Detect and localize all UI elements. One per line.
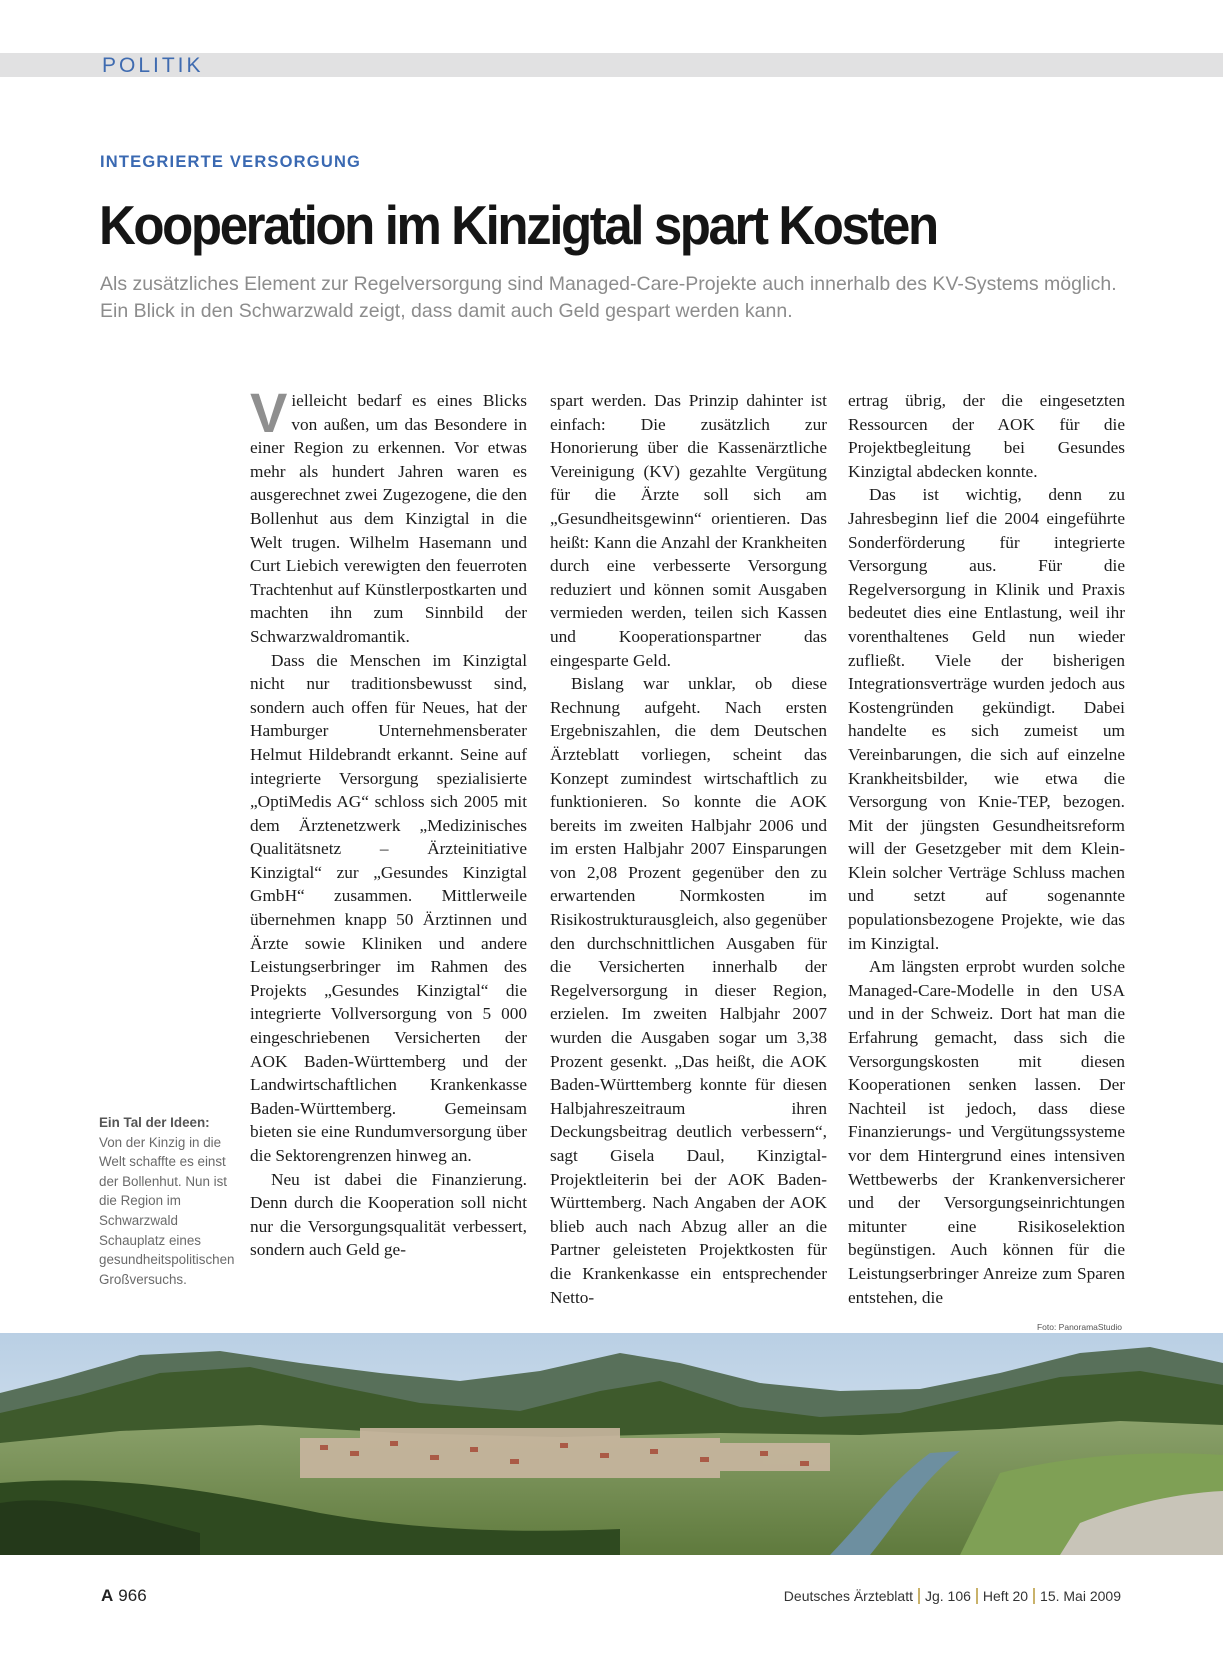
- journal-info: [784, 1588, 1121, 1604]
- article-kicker: INTEGRIERTE VERSORGUNG: [100, 153, 362, 171]
- panorama-illustration: [0, 1333, 1223, 1555]
- paragraph: [250, 381, 527, 649]
- footer-separator: [976, 1588, 978, 1604]
- rubric-label: POLITIK: [102, 54, 204, 77]
- photo-credit: Foto: PanoramaStudio: [1036, 1322, 1122, 1332]
- paragraph: Das ist wichtig, denn zu Jahresbeginn lief die 2004 eingeführte Sonderförderung für integrierte Versorgung aus. Für die Regelversorgung in Klinik und Praxis bedeutet dies eine Entlastung, weil ihr vorenthaltenes Geld nun wieder zufließt. Viele der bisherigen Integrationsverträge wurden jedoch aus Kostengründen gekündigt. Dabei handelte es sich zumeist um Vereinbarungen, die sich auf einzelne Krankheitsbilder, wie etwa die Versorgung von Knie-TEP, bezogen. Mit der jüngsten Gesundheitsreform will der Gesetzgeber mit dem Klein-Klein solcher Verträge Schluss machen und setzt auf sogenannte populationsbezogene Projekte, wie das im Kinzigtal.: [848, 485, 1125, 953]
- caption-title: Ein Tal der Ideen:: [99, 1115, 210, 1130]
- journal-volume: Jg. 106: [924, 1588, 971, 1604]
- page-prefix: A: [101, 1586, 114, 1605]
- drop-cap: V: [250, 381, 288, 444]
- page-number: 966: [118, 1586, 147, 1605]
- panorama-photo: [0, 1333, 1223, 1555]
- body-column-2: [550, 389, 827, 1309]
- article-standfirst: Als zusätzliches Element zur Regelversorgung sind Managed-Care-Projekte auch innerhalb des KV-Systems möglich. Ein Blick in den Schwarzwald zeigt, dass damit auch Geld gespart werden kann.: [100, 273, 1117, 322]
- photo-caption: [99, 1113, 235, 1289]
- paragraph: spart werden. Das Prinzip dahinter ist einfach: Die zusätzlich zur Honorierung über die Kassenärztliche Vereinigung (KV) gezahlte Vergütung für die Ärzte soll sich am „Gesundheitsgewinn“ orientieren. Das heißt: Kann die Anzahl der Krankheiten durch eine verbesserte Versorgung reduziert und können somit Ausgaben vermieden werden, teilen sich Kassen und Kooperationspartner das eingesparte Geld.: [550, 391, 827, 670]
- paragraph: Am längsten erprobt wurden solche Managed-Care-Modelle in den USA und in der Schweiz. Dort hat man die Erfahrung gemacht, dass sich die Versorgungskosten mit diesen Kooperationen senken lassen. Der Nachteil ist jedoch, dass diese Finanzierungs- und Vergütungssysteme vor dem Hintergrund eines intensiven Wettbewerbs der Krankenversicherer und der Versorgungseinrichtungen mitunter eine Risikoselektion begünstigen. Auch können für die Leistungserbringer Anreize zum Sparen entstehen, die: [848, 957, 1125, 1307]
- body-column-3: [848, 389, 1125, 1309]
- caption-text: Von der Kinzig in die Welt schaffte es einst der Bollenhut. Nun ist die Region im Schwarzwald Schauplatz eines gesundheitspolitischen Großversuchs.: [99, 1134, 235, 1287]
- journal-name: Deutsches Ärzteblatt: [783, 1588, 913, 1604]
- paragraph: Neu ist dabei die Finanzierung. Denn durch die Kooperation soll nicht nur die Versorgungsqualität verbessert, sondern auch Geld ge-: [250, 1169, 527, 1260]
- article-headline: Kooperation im Kinzigtal spart Kosten: [99, 194, 937, 256]
- paragraph: Bislang war unklar, ob diese Rechnung aufgeht. Nach ersten Ergebniszahlen, die dem Deutschen Ärzteblatt vorliegen, scheint das Konzept zumindest wirtschaftlich zu funktionieren. So konnte die AOK bereits im zweiten Halbjahr 2006 und im ersten Halbjahr 2007 Einsparungen von 2,08 Prozent gegenüber den zu erwartenden Normkosten im Risikostrukturausgleich, also gegenüber den durchschnittlichen Ausgaben für die Versicherten innerhalb der Regelversorgung in dieser Region, erzielen. Im zweiten Halbjahr 2007 wurden die Ausgaben sogar um 3,38 Prozent gesenkt. „Das heißt, die AOK Baden-Württemberg konnte für diesen Halbjahreszeitraum ihren Deckungsbeitrag deutlich verbessern“, sagt Gisela Daul, Kinzigtal-Projektleiterin bei der AOK Baden-Württemberg. Nach Angaben der AOK blieb auch nach Abzug aller an die Partner geleisteten Projektkosten für die Krankenkasse ein entsprechender Netto-: [550, 674, 827, 1307]
- paragraph-text: ielleicht bedarf es eines Blicks von außen, um das Besondere in einer Region zu erkennen. Vor etwas mehr als hundert Jahren waren es ausgerechnet zwei Zugezogene, die den Bollenhut aus dem Kinzigtal in die Welt trugen. Wilhelm Hasemann und Curt Liebich verewigten den feuerroten Trachtenhut auf Künstlerpostkarten und machten ihn zum Sinnbild der Schwarzwaldromantik.: [250, 391, 527, 646]
- body-column-1: [250, 381, 527, 1262]
- footer-separator: [918, 1588, 920, 1604]
- paragraph: ertrag übrig, der die eingesetzten Ressourcen der AOK für die Projektbegleitung bei Gesundes Kinzigtal abdecken konnte.: [848, 391, 1125, 481]
- journal-issue: Heft 20: [982, 1588, 1029, 1604]
- page-folio: [101, 1586, 147, 1606]
- paragraph: Dass die Menschen im Kinzigtal nicht nur traditionsbewusst sind, sondern auch offen für Neues, hat der Hamburger Unternehmensberater Helmut Hildebrandt erkannt. Seine auf integrierte Versorgung spezialisierte „OptiMedis AG“ schloss sich 2005 mit dem Ärztenetzwerk „Medizinisches Qualitätsnetz – Ärzteinitiative Kinzigtal“ zur „Gesundes Kinzigtal GmbH“ zusammen. Mittlerweile übernehmen knapp 50 Ärztinnen und Ärzte sowie Kliniken und andere Leistungserbringer im Rahmen des Projekts „Gesundes Kinzigtal“ die integrierte Vollversorgung von 5 000 eingeschriebenen Versicherten der AOK Baden-Württemberg und der Landwirtschaftlichen Krankenkasse Baden-Württemberg. Gemeinsam bieten sie eine Rundumversorgung über die Sektorengrenzen hinweg an.: [250, 650, 527, 1165]
- footer-separator: [1033, 1588, 1035, 1604]
- journal-date: 15. Mai 2009: [1040, 1588, 1121, 1604]
